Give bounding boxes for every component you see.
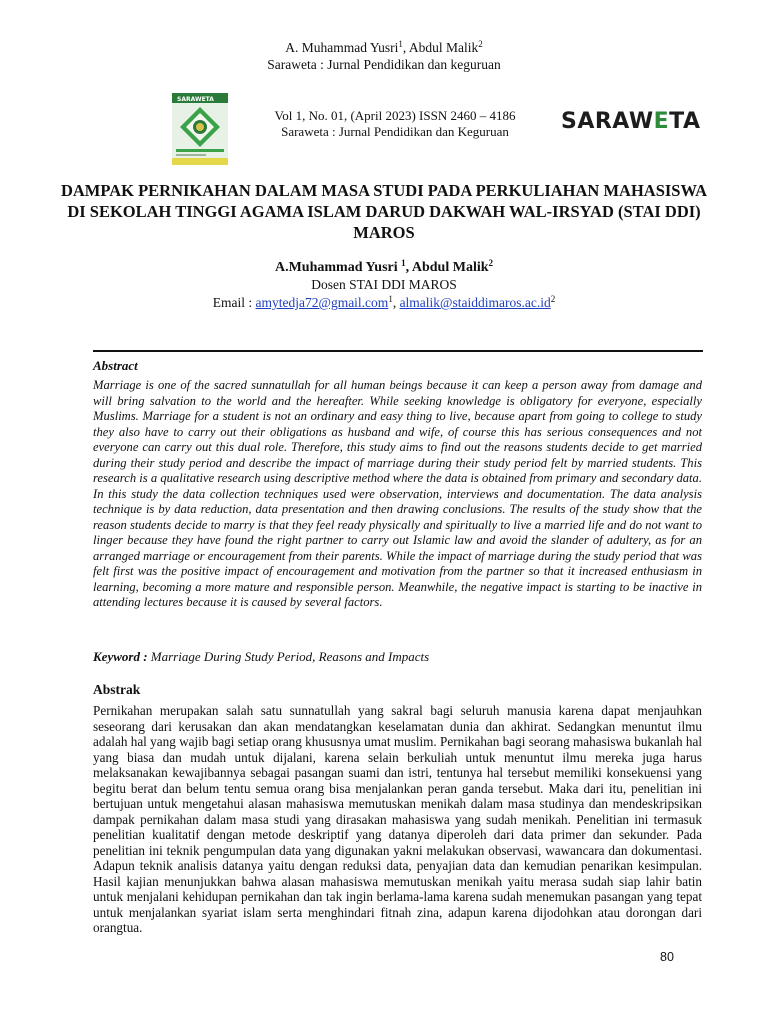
journal-masthead	[250, 108, 540, 140]
section-divider	[93, 350, 703, 352]
abstract-heading: Abstract	[93, 358, 138, 373]
abstrak-text: Pernikahan merupakan salah satu sunnatullah yang sakral bagi seluruh manusia karena dapat menjauhkan seseorang dari kerusakan dan akan mendatangkan keselamatan dunia dan akhirat. Sedangkan menuntut ilmu adalah hal yang wajib bagi setiap orang khususnya umat muslim. Pernikahan bagi seorang mahasiswa bukanlah hal yang biasa dan mudah untuk dijalani, karena selain berkuliah untuk menuntut ilmu mereka juga harus melaksanakan kewajibannya sebagai pasangan suami dan istri, tentunya hal tersebut memiliki konsekuensi yang begitu berat dan belum tentu semua orang bisa menjalankan peran ganda tersebut. Maka dari itu, penelitian ini bertujuan untuk mengetahui alasan mahasiswa memutuskan menikah dalam masa studinya dan mendeskripsikan dampak pernikahan dalam masa studi yang dirasakan mahasiswa yang sudah menikah. Penelitian ini termasuk penelitian kualitatif dengan metode deskriptif yang datanya diperoleh dari data primer dan sekunder. Pada penelitian ini teknik pengumpulan data yang digunakan yakni melakukan observasi, wawancara dan dokumentasi. Adapun teknik analisis datanya yaitu dengan reduksi data, penyajian data dan kemudian penarikan kesimpulan. Hasil kajian menunjukkan bahwa alasan mahasiswa memutuskan menikah yaitu merasa sudah siap lahir batin untuk menjalani kehidupan pernikahan dan tak ingin berlama-lama karena sudah menemukan pasangan yang tepat untuk menjalankan syariat islam serta menghindari fitnah zina, adapun karena dijodohkan atau dorongan dari orangtua.	[93, 703, 702, 935]
email-link-1[interactable]: amytedja72@gmail.com	[255, 295, 389, 310]
cover-label: SARAWETA	[177, 96, 214, 103]
keywords: Keyword : Marriage During Study Period, Reasons and Impacts	[93, 649, 430, 664]
affiliation: Dosen STAI DDI MAROS	[311, 277, 457, 292]
running-header-journal: Saraweta : Jurnal Pendidikan dan keguruan	[267, 57, 501, 72]
running-header	[0, 40, 768, 73]
email-link-2[interactable]: almalik@staiddimaros.ac.id	[399, 295, 551, 310]
email-line: Email : amytedja72@gmail.com$^1$, $almalik@staiddimaros.ac.id^2$	[212, 294, 556, 310]
saraweta-logo: SARAWETA	[561, 109, 701, 134]
journal-name: Saraweta : Jurnal Pendidikan dan Keguruan	[281, 124, 509, 139]
running-header-authors: A. Muhammad Yusri$^1$, Abdul Malik$^2$	[285, 39, 483, 55]
journal-cover-image	[172, 93, 228, 165]
volume-issn: Vol 1, No. 01, (April 2023) ISSN 2460 – 4186	[274, 108, 516, 123]
abstract-text: Marriage is one of the sacred sunnatullah for all human beings because it can keep a person away from damage and will bring salvation to the world and the hereafter. While seeking knowledge is obligatory for everyone, especially Muslims. Marriage for a student is not an ordinary and easy thing to live, because apart from going to college to study they also have to carry out their obligations as husband and wife, of course this has serious consequences and not everyone can carry out this dual role. Therefore, this study aims to find out the reasons students decide to get married during their study period and describe the impact of marriage during their study period felt by married students. This research is a qualitative research using descriptive method where the data is obtained from primary and secondary data. In this study the data collection techniques used were observation, interviews and documentation. The data analysis technique is by data reduction, data presentation and then drawing conclusions. The results of the study show that the reason students decide to marry is that they feel ready physically and spiritually to live a married life and do not want to linger because they have found the right partner to carry out Islamic law and avoid the slander of adultery, as for an arranged marriage or encouragement from their parents. While the impact of marriage during the study period that was felt first was the positive impact of encouragement and motivation from the partner so that it increased enthusiasm in learning, becoming a more mature and responsible person. Meanwhile, the negative impact is starting to be inactive in attending lectures because it is caused by several factors.	[93, 378, 702, 609]
page-number: 80	[660, 950, 674, 964]
abstrak-heading: Abstrak	[93, 682, 141, 697]
paper-title: DAMPAK PERNIKAHAN DALAM MASA STUDI PADA PERKULIAHAN MAHASISWA DI SEKOLAH TINGGI AGAMA ISLAM DARUD DAKWAH WAL-IRSYAD (STAI DDI) MAROS	[60, 181, 708, 242]
author-names: A.Muhammad Yusri $^1$, Abdul Malik$^2$	[274, 258, 494, 275]
